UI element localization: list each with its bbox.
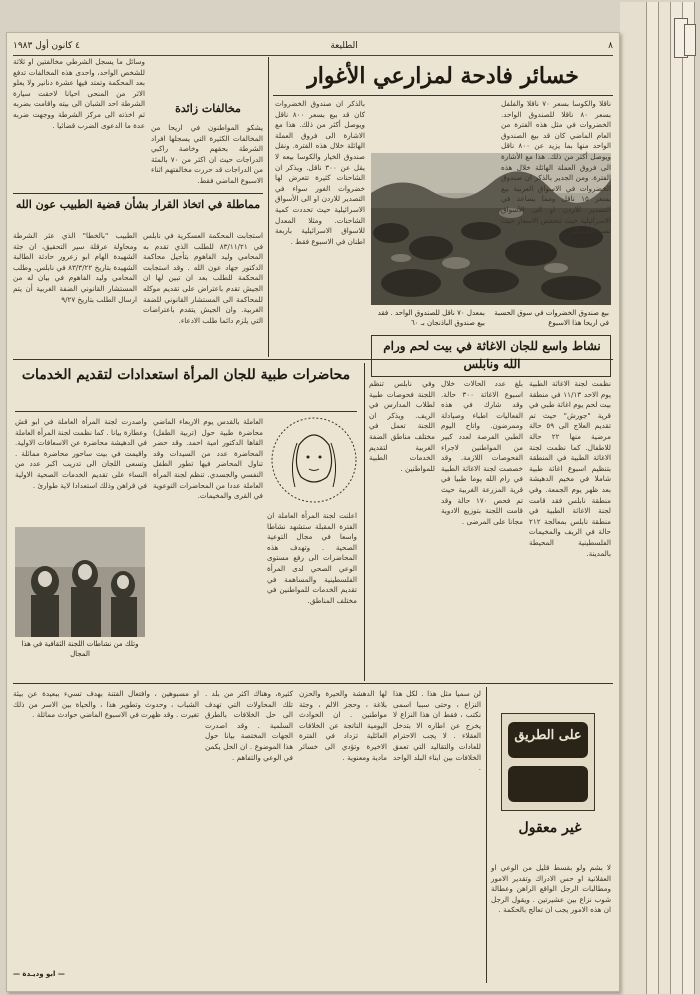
section-name: الطليعة	[330, 41, 358, 51]
relief-story-title: نشاط واسع للجان الاغاثة في بيت لحم ورام الله ونابلس	[383, 339, 601, 371]
court-story-title: مماطلة في اتخاذ القرار بشأن قضية الطبيب عون الله	[15, 198, 261, 211]
relief-text-col1: نظمت لجنة الاغاثة الطبية يوم الاحد ١١/١٣ في منطقة بيت لحم يوم اغاثة طبي في قرية "جورش" حيث تم تقديم العلاج الى ٥٩ حالة مرضية منها ٢٢ حالة للاطفال. كما نظمت لجنة الاغاثة الطبية في المنطقة بتنظيم اسبوع اغاثة طبية شاملا في مخيم الدهيشة بعد ظهر يوم الجمعة. وفي منطقة نابلس فقد قامت لجنة الاغاثة الطبية في منطقة نابلس بمعالجة ٢١٢ حالة في الريف والمخيمات الفلسطينية المحيطة بالمدينة.	[529, 379, 612, 558]
divider	[13, 193, 263, 194]
running-header	[13, 39, 613, 56]
woman-illustration	[269, 415, 359, 505]
bottom-text-col4: كثيرة، وهناك اكثر من بلد . تلك المحاولات التي تهدف الى حل الخلافات بالطرق السلمية . وقد اصدرت الجهات المختصة بيانا حول هذا الموضوع . ان الحل يكمن في الوعي والتفاهم .	[205, 689, 293, 762]
signature: — ابو وديـدة —	[13, 970, 65, 978]
women-text-col1: العاملة بالقدس يوم الاربعاء الماضي محاضرة طبية حول (تربية الطفل) القاها الدكتور امية احمد. وقد حضر المحاضرة عدد من السيدات وقد تناول المحاضر فيها تطور الطفل النفسي والجسدي. تنظم لجنة المرأة العاملة عددا من المحاضرات التوعوية في القرى والمخيمات.	[153, 417, 263, 501]
binder-tab	[684, 24, 696, 56]
column-logo-label: على الطريق	[514, 728, 582, 743]
women-text-col3: اعلنت لجنة المرأة العاملة ان الفترة المقبلة ستشهد نشاطا واسعا في مجال التوعية الصحية . وتهدف هذه المحاضرات الى رفع مستوى الوعي الصحي لدى المرأة الفلسطينية والمساهمة في تقديم الخدمات للمواطنين في مختلف المناطق.	[267, 511, 357, 605]
divider	[15, 411, 357, 412]
bottom-text-col3: لها الدهشة والحيرة والحزن بلاغة ، وحجز الالم ، وجثة مواطنين . ان الحوادث اليومية الناتجة عن الخلافات العائلية تزداد في الفترة الاخيرة وتؤدي الى خسائر مادية ومعنوية .	[299, 689, 387, 762]
column-logo	[501, 713, 595, 811]
court-story-text: استجابت المحكمة العسكرية في نابلس في ٨٣/١١/٢١ للطلب الذي تقدم به المحامي وليد الفاهوم بتأجيل محاكمة الدكتور جهاد عون الله . وقد استجابت المحكمة للطلب بعد ان تبين لها ان الجيش تقدم باعتراض على تقديم موكله للمحاكمة الى المستشار القانوني للضفة الغربية. وان الجيش يتقدم باعتراضات التي يلزم دائما طلب الادعاء.	[143, 231, 263, 325]
divider	[13, 683, 613, 684]
violations-text: يشكو المواطنون في اريحا من المخالفات الكثيرة التي يسجلها افراد الشرطة بحقهم وخاصة راكبي الدراجات حيث ان اكثر من ٧٠ بالمئة من الدراجات قد حررت مخالفتهم اثناء الاسبوع الماضي فقط.	[151, 123, 263, 185]
women-story-title: محاضرات طبية للجان المرأة استعدادات لتقديم الخدمات	[21, 367, 351, 383]
issue-date: ٤ كانون أول ١٩٨٣	[13, 41, 80, 51]
court-story-text-continued: الطبيب "بالخطا" الذي عثر الشرطة ومحاولة عرقلة سير التحقيق، ان جثة الشهيدة الهام ابو زعرور حادثة الطالبة الشهيدة بتاريخ ٨٣/٣/٢٢ في نابلس. وطلب المحامي وليد الفاهوم في بيان له من المستشار القانوني الضفة الغربية أن يتم ارسال الطلب بتاريخ ٩/٢٧	[13, 231, 137, 304]
violations-headline: مخالفات زائدة	[175, 102, 241, 115]
page-stack-edge	[620, 2, 647, 994]
bottom-text-col5: او مسبوهين ، وافتعال الفتنة بهدف تسيء ببعيدة عن بيئة الشباب ، وحدوث وتطوير هذا ، والحياة بين الاسر من ذلك تغيرت . وقد ظهرت في الاسبوع الماضي حوادث مماثلة .	[13, 689, 199, 720]
left-column-top-text: وسائل ما يسجل الشرطي مخالفتين او ثلاثة للشخص الواحد، واحدى هذه المخالفات تدفع بعد المحكمة وتمتد فيها عشرة دنانير ولا يعلو الاثر من المنحى احيانا لاحقت سيارة الشرطة احد الشبان الى بيته واقامت بضربه ثم اخذته الى مركز الشرطة ووجهت ضربه عدة ما الدعوى الضرب قضائيا .	[13, 57, 145, 130]
page-number: ٨	[608, 41, 613, 51]
women-text-col2: واصدرت لجنة المرأة العاملة في ابو قش وعطارة بيانا . كما نظمت لجنة المرأة العاملة في الدهيشة محاضرة عن الاسعافات الاولية. واقيمت في بيت ساحور محاضرة مماثلة . وتسعى اللجان الى تدريب اكبر عدد من النساء على تقديم الخدمات الصحية الاولية في قراهن وذلك استعدادا لاية طوارئ .	[15, 417, 147, 490]
women-headline	[15, 365, 357, 385]
column-divider	[364, 363, 365, 681]
relief-text-col3: وفي نابلس تنظم اللجنة فحوصات طبية لطلاب المدارس في الريف. ويذكر ان اللجنة تعمل في مختلف مناطق الضفة الغربية لتقديم الخدمات الطبية للمواطنين .	[369, 379, 435, 473]
activity-photo-image	[15, 527, 145, 637]
court-story-headline	[15, 197, 261, 212]
bottom-text-col2: لن سميا مثل هذا . لكل هذا النزاع ، وحتى سببا اسمى نكتب ، فقط ان هذا النزاع لا يخرج عن اطاره الا بتدخل العقلاء . لا يجب الاحترام للعادات والتقاليد التي تعمق الخلافات بين ابناء البلد الواحد .	[393, 689, 481, 773]
column-byline: غير معقول	[518, 820, 582, 836]
photo-caption: بيع صندوق الخضروات في سوق الحسبة في اريحا هذا الاسبوع	[494, 309, 609, 327]
main-headline: خسائر فادحة لمزارعي الأغوار	[307, 63, 579, 89]
bottom-text-col1: لا بشم ولو بقسط قليل من الوعي او العقلانية او حس الادراك وتقدير الامور ومطالبات الرجل الواقع الراهن وعطالة شوب نزاع بين عشيرتين . ويقول الرجل ان هذه الامور يجب ان تعالج بالحكمة .	[491, 863, 611, 915]
column-divider	[268, 57, 269, 357]
women-photo-caption: وتلك من نشاطات اللجنة الثقافية في هذا المجال	[21, 640, 139, 658]
women-photo	[15, 527, 145, 637]
main-story-text-left: بالذكر ان صندوق الخضروات كان قد بيع بسعر ٨٠٠ ناقل ويوصل أكثر من ذلك. هذا مع الاشارة الى فروق العملة الهائلة خلال هذه الفترة. ونقل صندوق الخيار والكوسا بيعه لا يقل عن ٣٠٠ ناقل. ويذكر ان الشاحنات كثيرة تتعرض لها خضروات الغور سواء في التصدير للاردن او الى الأسواق الاسرائيلية حيث تحددت كمية الشاحنات. ومثلا المعدل للاسواق الاسرائيلية باربعة اطنان في الاسبوع فقط .	[275, 99, 365, 246]
divider	[273, 95, 613, 96]
photo-caption-secondary: بمعدل ٧٠ ناقل للصندوق الواحد . فقد بيع صندوق الباذنجان بـ ٦٠	[377, 309, 485, 327]
woman-portrait-icon	[269, 415, 359, 505]
relief-headline	[377, 337, 607, 373]
column-divider	[486, 687, 487, 983]
relief-text-col2: بلغ عدد الحالات خلال اسبوع الاغاثة ٣٠٠ حالة. وقد شارك في هذه الفعاليات اطباء وصيادلة وممرضون. واتاح اليوم الطبي الفرصة لعدد كبير من المواطنين لاجراء الفحوصات اللازمة. وقد خصصت لجنة الاغاثة الطبية في رام الله يوما طبيا في قرية المزرعة الغربية حيث تم فحص ١٧٠ حالة وقد قامت اللجنة بتوزيع الادوية مجانا على المرضى .	[441, 379, 523, 526]
newspaper-page	[6, 32, 620, 992]
main-story-text-right: ناقلا والكوسا بسعر ٧٠ ناقلا والفلفل بسعر ٨٠ ناقلا للصندوق الواحد. الخضروات في مثل هذه الفترة من العام الماضي كان قد بيع الصندوق الواحد منها بما يزيد عن ٨٠٠ ناقل ويوصل أكثر من ذلك. هذا مع الأشارة الى فروق العملة الهائلة خلال هذه الفترة. ومن الجدير بالذكر ان صندوق الخضروات في الاسواق العربية بيع بسعر ١٥ ناقل ومما يساعد في التصدير للاردن او الى الأسواق الاسرائيلية حيث تنخفض الاسعار حيث نسبة الخسائر.	[501, 99, 612, 236]
